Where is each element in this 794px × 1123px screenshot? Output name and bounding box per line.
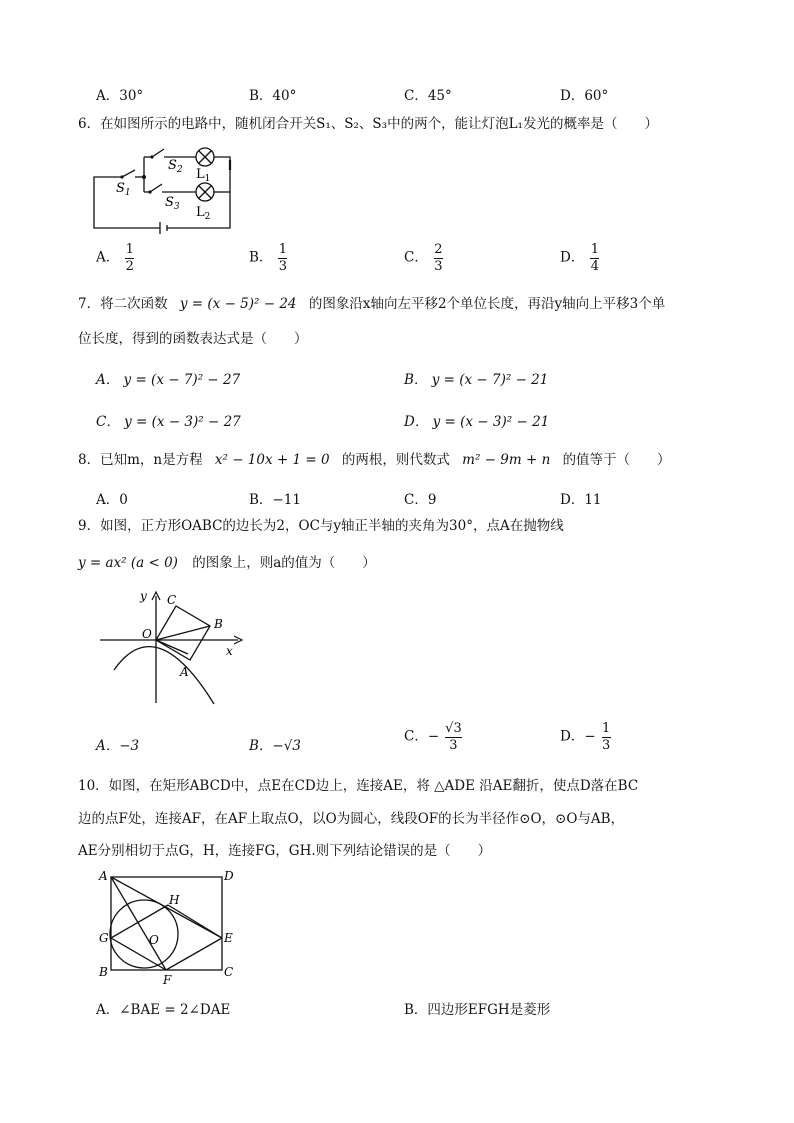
svg-text:L2 (196, 205, 210, 222)
svg-text:S2 (168, 158, 183, 175)
q5-option-d: D．60° (560, 88, 609, 104)
q9-option-c: C．− $\frac{√3}{3}$ (404, 721, 462, 753)
label-rect-f: F (163, 973, 172, 987)
label-rect-a: A (99, 869, 108, 883)
label-l1-sub: 1 (204, 174, 211, 184)
q9-parabola-diagram (100, 588, 250, 708)
q6-option-a: A． $\frac{1}{2}$ (96, 242, 134, 274)
q6-c-den: 3 (434, 258, 443, 274)
q9-d-den: 3 (602, 737, 611, 753)
q6-c-num: 2 (434, 242, 443, 257)
label-rect-h: H (169, 893, 180, 907)
label-c: C (167, 593, 177, 607)
label-s3: S (165, 195, 174, 210)
q9-d-num: 1 (602, 721, 611, 736)
q7-option-d: D． y = (x − 3)² − 21 (404, 414, 550, 430)
q6-option-b: B． $\frac{1}{3}$ (249, 242, 288, 274)
q8-option-b: B．−11 (249, 492, 301, 508)
q7-formula: y = (x − 5)² − 24 (179, 296, 297, 312)
q9-option-a: A．−3 (96, 738, 140, 754)
q5-option-b: B．40° (249, 88, 297, 104)
q8-stem: 8．已知m，n是方程 x² − 10x + 1 = 0 的两根，则代数式 m² − 9m + n 的值等于（ ） (78, 452, 671, 468)
q5-option-a: A．30° (96, 88, 144, 104)
label-s2: S (168, 158, 177, 173)
label-s1-sub: 1 (124, 188, 131, 198)
label-rect-e: E (224, 931, 233, 945)
q9-c-num: √3 (445, 721, 462, 736)
svg-text:S1 (116, 181, 131, 198)
q6-a-den: 2 (125, 258, 134, 274)
q10-option-b: B．四边形EFGH是菱形 (404, 1002, 551, 1018)
label-a: A (180, 665, 189, 679)
label-l1: L (196, 167, 205, 182)
q6-d-num: 1 (590, 242, 599, 257)
q7-option-a: A． y = (x − 7)² − 27 (96, 372, 241, 388)
q7-stem-line1: 7．将二次函数 y = (x − 5)² − 24 的图象沿x轴向左平移2个单位长度，再沿y轴向上平移3个单 (78, 296, 666, 312)
q10-stem-line3: AE分别相切于点G，H，连接FG，GH.则下列结论错误的是（ ） (78, 843, 492, 859)
label-s2-sub: 2 (176, 165, 183, 175)
label-b: B (214, 617, 223, 631)
q9-c-den: 3 (449, 737, 458, 753)
q6-option-d: D． $\frac{1}{4}$ (560, 242, 599, 274)
label-l2-sub: 2 (204, 212, 211, 222)
label-rect-g: G (99, 931, 109, 945)
q6-b-num: 1 (278, 242, 288, 257)
q7-option-c: C． y = (x − 3)² − 27 (96, 414, 241, 430)
q6-stem: 6．在如图所示的电路中，随机闭合开关S₁、S₂、S₃中的两个，能让灯泡L₁发光的概率是（ ） (78, 116, 658, 132)
label-l2: L (196, 205, 205, 220)
q7-option-b: B． y = (x − 7)² − 21 (404, 372, 549, 388)
q6-d-den: 4 (590, 258, 599, 274)
q10-rectangle-circle-diagram (95, 868, 245, 988)
q6-b-den: 3 (278, 258, 288, 274)
svg-text:L1 (196, 167, 210, 184)
q10-stem-line1: 10．如图，在矩形ABCD中，点E在CD边上，连接AE，将 △ADE 沿AE翻折，使点D落在BC (78, 778, 639, 794)
label-rect-b: B (99, 965, 108, 979)
q10-option-a: A．∠BAE = 2∠DAE (96, 1002, 231, 1018)
q6-option-c: C． $\frac{2}{3}$ (404, 242, 443, 274)
q8-option-c: C．9 (404, 492, 437, 508)
label-rect-d: D (224, 869, 234, 883)
q5-option-c: C．45° (404, 88, 452, 104)
q9-stem-line2: y = ax² (a < 0) 的图象上，则a的值为（ ） (78, 555, 376, 571)
q6-a-num: 1 (125, 242, 134, 257)
q8-option-d: D．11 (560, 492, 602, 508)
q9-stem-line1: 9．如图，正方形OABC的边长为2，OC与y轴正半轴的夹角为30°，点A在抛物线 (78, 518, 564, 534)
q8-expression: m² − 9m + n (462, 452, 551, 468)
q8-option-a: A．0 (96, 492, 128, 508)
label-s3-sub: 3 (173, 202, 180, 212)
label-rect-c: C (224, 965, 234, 979)
q6-circuit-diagram (90, 140, 250, 240)
label-o: O (142, 627, 152, 641)
label-x: x (226, 644, 233, 658)
q7-stem-line2: 位长度，得到的函数表达式是（ ） (78, 331, 308, 347)
label-rect-o: O (149, 933, 159, 947)
q9-option-d: D．− $\frac{1}{3}$ (560, 721, 611, 753)
label-s1: S (116, 181, 125, 196)
q8-equation: x² − 10x + 1 = 0 (214, 452, 330, 468)
svg-text:S3 (165, 195, 180, 212)
q9-formula: y = ax² (a < 0) (78, 555, 178, 571)
q10-stem-line2: 边的点F处，连接AF，在AF上取点O，以O为圆心，线段OF的长为半径作⊙O，⊙O与AB， (78, 811, 625, 827)
q9-option-b: B．−√3 (249, 738, 301, 754)
label-y: y (140, 589, 147, 603)
